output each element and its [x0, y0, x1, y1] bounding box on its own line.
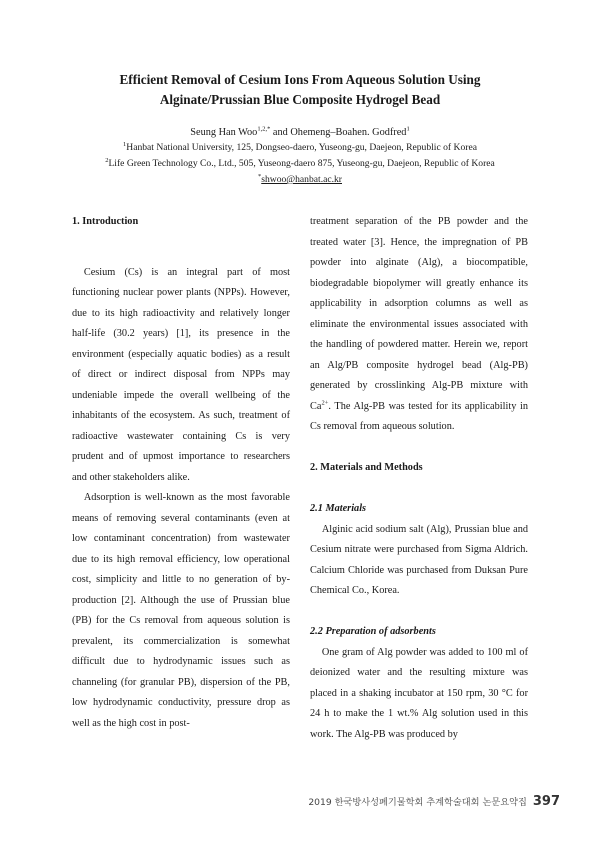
- preparation-paragraph: One gram of Alg powder was added to 100 ml of deionized water and the resulting mixture was placed in a shaking incubator at 150 rpm, 30 °C for 24 h to make the 1 wt.% Alg solution used in this work. The Alg-PB was produced by: [310, 646, 528, 740]
- page-number: 397: [532, 794, 560, 809]
- left-column: [72, 212, 290, 734]
- affiliation-1: [0, 140, 600, 156]
- email-superscript: *: [257, 172, 262, 180]
- subsection-heading-preparation: 2.2 Preparation of adsorbents: [310, 626, 436, 637]
- spacer: [310, 602, 528, 623]
- section-heading-materials-methods: 2. Materials and Methods: [310, 462, 423, 473]
- author-1-superscript: 1,2,*: [257, 125, 271, 133]
- intro-paragraph-3-part-2: . The Alg-PB was tested for its applicability in Cs removal from aqueous solution.: [310, 400, 528, 432]
- conference-name: 2019 한국방사성폐기물학회 추계학술대회 논문요약집: [308, 797, 527, 808]
- spacer: [72, 233, 290, 263]
- affiliation-2: [0, 156, 600, 172]
- author-2-superscript: 1: [406, 125, 410, 133]
- intro-paragraph-1: Cesium (Cs) is an integral part of most functioning nuclear power plants (NPPs). However, due to its high radioactivity and relatively longer half-life (30.2 years) [1], its presence in the environment (especially aquatic bodies) as a result of direct or indirect disposal from NPPs may undeniable impede the overall wellbeing of the inhabitants of the ecosystem. As such, treatment of radioactive wastewater containing Cs is very prudent and of upmost importance to researchers and other stakeholders alike.: [72, 266, 290, 483]
- author-1: Seung Han Woo: [190, 127, 258, 138]
- paper-header: [0, 70, 600, 188]
- affiliation-2-superscript: 2: [105, 156, 109, 164]
- materials-paragraph: Alginic acid sodium salt (Alg), Prussian blue and Cesium nitrate were purchased from Sigma Aldrich. Calcium Chloride was purchased from Duksan Pure Chemical Co., Korea.: [310, 523, 528, 596]
- author-list: [0, 126, 600, 140]
- title-line-2: Alginate/Prussian Blue Composite Hydrogel Bead: [159, 92, 441, 107]
- paper-title: [0, 70, 600, 110]
- subsection-heading-materials: 2.1 Materials: [310, 503, 367, 514]
- right-column: [310, 212, 528, 745]
- spacer: [310, 479, 528, 500]
- section-heading-introduction: 1. Introduction: [72, 216, 139, 227]
- author-2: and Ohemeng–Boahen. Godfred: [270, 127, 407, 138]
- intro-paragraph-3: [310, 212, 528, 438]
- corresponding-email: [0, 172, 600, 188]
- affiliation-1-text: Hanbat National University, 125, Dongseo-daero, Yuseong-gu, Daejeon, Republic of Korea: [126, 142, 477, 153]
- email-link[interactable]: shwoo@hanbat.ac.kr: [261, 174, 342, 185]
- calcium-charge-superscript: 2+: [321, 399, 329, 407]
- title-line-1: Efficient Removal of Cesium Ions From Aqueous Solution Using: [119, 72, 481, 87]
- intro-paragraph-2: Adsorption is well-known as the most favorable means of removing several contaminants (even at low contaminant concentration) from wastewater due to its high removal efficiency, low operational cost, simplicity and little to no generation of by-production [2]. Although the use of Prussian blue (PB) for the Cs removal from aqueous solution is prevalent, its commercialization is somewhat difficult due to hydrodynamic issues such as channeling (for granular PB), dispersion of the PB, low hydrodynamic conductivity, pressure drop as well as the high cost in post-: [72, 492, 290, 729]
- spacer: [310, 438, 528, 459]
- affiliation-2-text: Life Green Technology Co., Ltd., 505, Yuseong-daero 875, Yuseong-gu, Daejeon, Republic of Korea: [108, 158, 495, 169]
- intro-paragraph-3-part-1: treatment separation of the PB powder and the treated water [3]. Hence, the impregnation of PB powder into alginate (Alg), a biocompatible, biodegradable biopolymer will greatly enhance its applicability in adsorption columns as well as eliminate the environmental issues associated with the handling of powdered matter. Herein we, report an Alg/PB composite hydrogel bead (Alg-PB) generated by crosslinking Alg-PB mixture with Ca: [310, 216, 528, 412]
- affiliation-1-superscript: 1: [123, 140, 127, 148]
- page-footer: [0, 790, 560, 809]
